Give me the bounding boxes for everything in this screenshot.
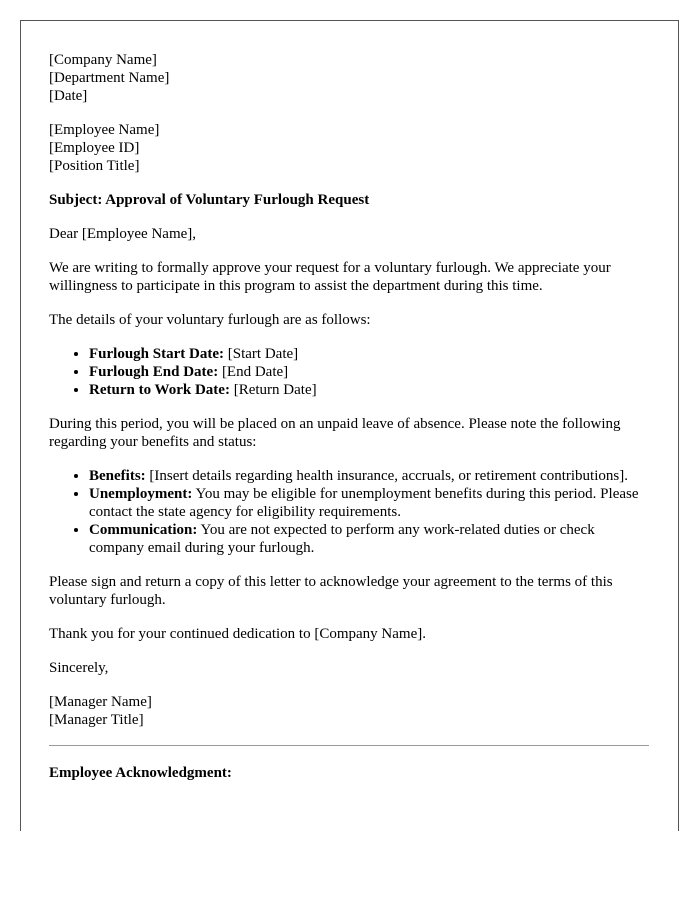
detail-label: Return to Work Date: bbox=[89, 382, 230, 398]
list-item bbox=[89, 521, 649, 557]
department-name: [Department Name] bbox=[49, 70, 170, 86]
benefit-value: You are not expected to perform any work-related duties or check company email during your furlough. bbox=[89, 522, 595, 556]
benefits-list bbox=[49, 467, 649, 557]
benefit-label: Unemployment: bbox=[89, 486, 193, 502]
letter-date: [Date] bbox=[49, 88, 88, 104]
detail-label: Furlough End Date: bbox=[89, 364, 219, 380]
details-intro: The details of your voluntary furlough are as follows: bbox=[49, 312, 371, 328]
list-item bbox=[89, 345, 649, 363]
subject-text: Subject: Approval of Voluntary Furlough Request bbox=[49, 192, 370, 208]
sign-request: Please sign and return a copy of this letter to acknowledge your agreement to the terms of this voluntary furlough. bbox=[49, 574, 613, 608]
position-title: [Position Title] bbox=[49, 158, 140, 174]
company-name: [Company Name] bbox=[49, 52, 157, 68]
acknowledgment-heading-text: Employee Acknowledgment: bbox=[49, 765, 232, 781]
detail-label: Furlough Start Date: bbox=[89, 346, 224, 362]
details-list bbox=[49, 345, 649, 399]
benefit-value: [Insert details regarding health insurance, accruals, or retirement contributions]. bbox=[145, 468, 628, 484]
signature-block bbox=[49, 693, 649, 729]
recipient-block bbox=[49, 121, 649, 175]
letter-page bbox=[20, 20, 679, 831]
detail-value: [End Date] bbox=[218, 364, 289, 380]
list-item bbox=[89, 363, 649, 381]
manager-title: [Manager Title] bbox=[49, 712, 144, 728]
employee-name: [Employee Name] bbox=[49, 122, 160, 138]
salutation: Dear [Employee Name], bbox=[49, 226, 197, 242]
subject-line bbox=[49, 191, 649, 209]
closing: Sincerely, bbox=[49, 660, 109, 676]
list-item bbox=[89, 467, 649, 485]
employee-id: [Employee ID] bbox=[49, 140, 140, 156]
detail-value: [Return Date] bbox=[229, 382, 317, 398]
list-item bbox=[89, 485, 649, 521]
benefit-label: Benefits: bbox=[89, 468, 146, 484]
acknowledgment-heading bbox=[49, 764, 649, 782]
benefit-value: You may be eligible for unemployment benefits during this period. Please contact the state agency for eligibility requirements. bbox=[89, 486, 639, 520]
benefit-label: Communication: bbox=[89, 522, 198, 538]
period-intro: During this period, you will be placed on an unpaid leave of absence. Please note the following regarding your benefits and status: bbox=[49, 416, 621, 450]
thanks-paragraph: Thank you for your continued dedication to [Company Name]. bbox=[49, 626, 426, 642]
intro-paragraph: We are writing to formally approve your request for a voluntary furlough. We appreciate your willingness to participate in this program to assist the department during this time. bbox=[49, 260, 611, 294]
detail-value: [Start Date] bbox=[224, 346, 299, 362]
list-item bbox=[89, 381, 649, 399]
divider bbox=[49, 745, 649, 746]
sender-block bbox=[49, 51, 649, 105]
manager-name: [Manager Name] bbox=[49, 694, 152, 710]
